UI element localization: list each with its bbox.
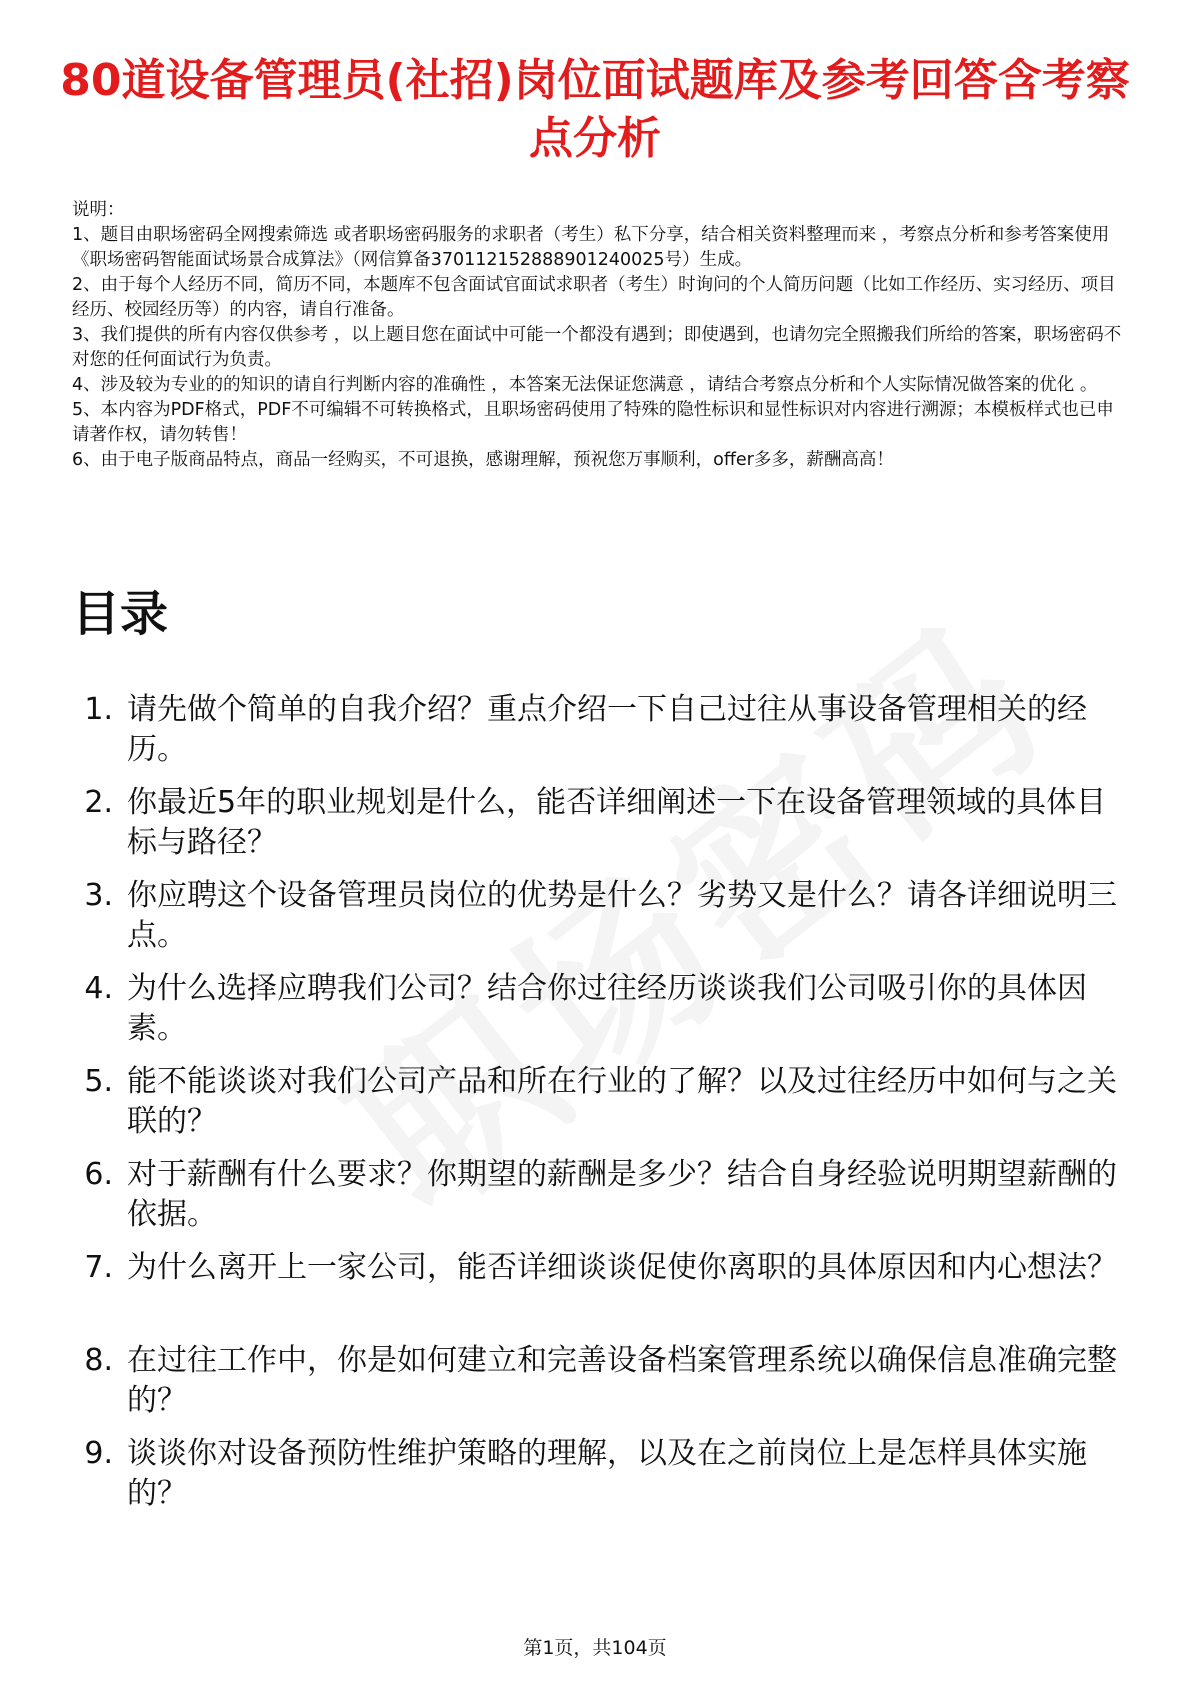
document-title: 80道设备管理员(社招)岗位面试题库及参考回答含考察点分析 bbox=[60, 55, 1130, 164]
toc-item-number: 9. bbox=[84, 1436, 113, 1471]
toc-item-number: 8. bbox=[84, 1343, 113, 1378]
instruction-item: 5、本内容为PDF格式，PDF不可编辑不可转换格式，且职场密码使用了特殊的隐性标识和显性标识对内容进行溯源；本模板样式也已申请著作权，请勿转售！ bbox=[72, 400, 1114, 445]
toc-item-number: 7. bbox=[84, 1250, 113, 1285]
toc-item-text: 为什么离开上一家公司，能否详细谈谈促使你离职的具体原因和内心想法？ bbox=[127, 1250, 1117, 1285]
toc-item-number: 6. bbox=[84, 1157, 113, 1192]
toc-item[interactable] bbox=[72, 1434, 1132, 1527]
toc-item[interactable] bbox=[72, 876, 1132, 969]
toc-item-number: 4. bbox=[84, 971, 113, 1006]
toc-item[interactable] bbox=[72, 1062, 1132, 1155]
toc-item-text: 对于薪酬有什么要求？你期望的薪酬是多少？结合自身经验说明期望薪酬的依据。 bbox=[127, 1157, 1117, 1232]
toc-item-text: 你应聘这个设备管理员岗位的优势是什么？劣势又是什么？请各详细说明三点。 bbox=[127, 878, 1117, 953]
toc-item-text: 能不能谈谈对我们公司产品和所在行业的了解？以及过往经历中如何与之关联的？ bbox=[127, 1064, 1117, 1139]
instruction-item: 6、由于电子版商品特点，商品一经购买，不可退换，感谢理解，预祝您万事顺利，offer多多，薪酬高高！ bbox=[72, 450, 894, 470]
toc-item-text: 请先做个简单的自我介绍？重点介绍一下自己过往从事设备管理相关的经历。 bbox=[127, 692, 1087, 767]
instruction-item: 3、我们提供的所有内容仅供参考 ，以上题目您在面试中可能一个都没有遇到；即使遇到，也请勿完全照搬我们所给的答案，职场密码不对您的任何面试行为负责。 bbox=[72, 325, 1122, 370]
toc-item[interactable] bbox=[72, 783, 1132, 876]
toc-item[interactable] bbox=[72, 1155, 1132, 1248]
toc-item[interactable] bbox=[72, 690, 1132, 783]
toc-list bbox=[72, 690, 1132, 1527]
toc-item-number: 1. bbox=[84, 692, 113, 727]
instructions-heading: 说明： bbox=[72, 200, 125, 220]
instruction-item: 2、由于每个人经历不同，简历不同，本题库不包含面试官面试求职者（考生）时询问的个人简历问题（比如工作经历、实习经历、项目经历、校园经历等）的内容，请自行准备。 bbox=[72, 275, 1116, 320]
toc-item[interactable] bbox=[72, 1248, 1132, 1341]
toc-item-text: 你最近5年的职业规划是什么，能否详细阐述一下在设备管理领域的具体目标与路径？ bbox=[127, 785, 1107, 860]
toc-item-number: 3. bbox=[84, 878, 113, 913]
toc-item[interactable] bbox=[72, 969, 1132, 1062]
toc-item-text: 为什么选择应聘我们公司？结合你过往经历谈谈我们公司吸引你的具体因素。 bbox=[127, 971, 1087, 1046]
toc-item-number: 5. bbox=[84, 1064, 113, 1099]
toc-item-number: 2. bbox=[84, 785, 113, 820]
instruction-item: 1、题目由职场密码全网搜索筛选 或者职场密码服务的求职者（考生）私下分享，结合相关资料整理而来 ，考察点分析和参考答案使用《职场密码智能面试场景合成算法》（网信算备370112152888901240025号）生成。 bbox=[72, 225, 1110, 270]
page-footer: 第1页，共104页 bbox=[523, 1637, 667, 1659]
toc-item-text: 在过往工作中，你是如何建立和完善设备档案管理系统以确保信息准确完整的？ bbox=[127, 1343, 1117, 1418]
toc-item-text: 谈谈你对设备预防性维护策略的理解，以及在之前岗位上是怎样具体实施的？ bbox=[127, 1436, 1087, 1511]
instructions-section bbox=[72, 198, 1122, 473]
instruction-item: 4、涉及较为专业的的知识的请自行判断内容的准确性 ，本答案无法保证您满意 ，请结合考察点分析和个人实际情况做答案的优化 。 bbox=[72, 375, 1098, 395]
toc-item[interactable] bbox=[72, 1341, 1132, 1434]
toc-heading: 目录 bbox=[72, 586, 169, 642]
